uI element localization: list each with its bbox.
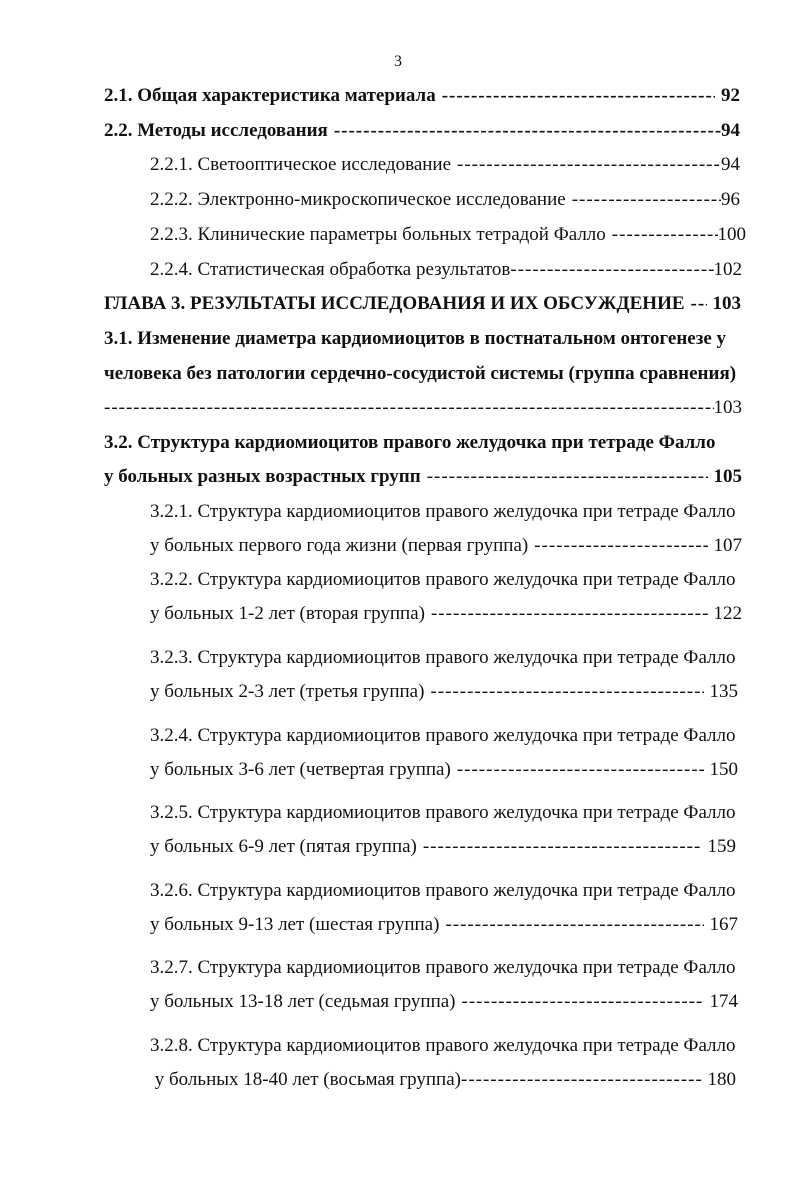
toc-label: у больных 2-3 лет (третья группа) bbox=[150, 681, 425, 702]
toc-entry-3-2-1-line1: 3.2.1. Структура кардиомиоцитов правого желудочка при тетраде Фалло bbox=[150, 501, 736, 522]
toc-entry-3-2-3-line2 bbox=[150, 680, 738, 704]
toc-page-number: 96 bbox=[721, 189, 740, 210]
toc-leader bbox=[457, 153, 721, 177]
toc-label: у больных 6-9 лет (пятая группа) bbox=[150, 836, 417, 857]
toc-entry-3-2-7-line2 bbox=[150, 990, 738, 1014]
toc-leader bbox=[461, 1068, 702, 1092]
toc-leader bbox=[691, 292, 707, 316]
toc-label: у больных 3-6 лет (четвертая группа) bbox=[150, 759, 451, 780]
toc-label: у больных 9-13 лет (шестая группа) bbox=[150, 914, 440, 935]
toc-leader bbox=[510, 258, 713, 282]
toc-page-number: 122 bbox=[713, 603, 742, 624]
toc-leader bbox=[534, 534, 707, 558]
toc-entry-2-2-4 bbox=[150, 258, 742, 282]
toc-leader bbox=[430, 680, 703, 704]
toc-entry-3-1-line2: человека без патологии сердечно-сосудистой системы (группа сравнения) bbox=[104, 363, 737, 384]
toc-leader bbox=[423, 835, 702, 859]
toc-entry-3-2-2-line2 bbox=[150, 602, 742, 626]
toc-leader bbox=[104, 396, 714, 420]
toc-leader bbox=[334, 119, 721, 143]
toc-leader bbox=[612, 223, 718, 247]
toc-leader bbox=[427, 465, 708, 489]
toc-page-number: 102 bbox=[713, 259, 742, 280]
toc-entry-3-2-8-line2 bbox=[150, 1068, 736, 1092]
toc-label: ГЛАВА 3. РЕЗУЛЬТАТЫ ИССЛЕДОВАНИЯ И ИХ ОБСУЖДЕНИЕ bbox=[104, 293, 685, 314]
toc-page-number: 100 bbox=[717, 224, 746, 245]
toc-entry-2-1 bbox=[104, 84, 740, 108]
toc-entry-3-2-3-line1: 3.2.3. Структура кардиомиоцитов правого желудочка при тетраде Фалло bbox=[150, 647, 736, 668]
toc-entry-3-2-6-line2 bbox=[150, 913, 738, 937]
toc-entry-3-2-5-line1: 3.2.5. Структура кардиомиоцитов правого желудочка при тетраде Фалло bbox=[150, 802, 736, 823]
toc-page-number: 135 bbox=[709, 681, 738, 702]
toc-leader bbox=[457, 758, 704, 782]
toc-page-number: 107 bbox=[713, 535, 742, 556]
toc-entry-3-1-line1: 3.1. Изменение диаметра кардиомиоцитов в постнатальном онтогенезе у bbox=[104, 328, 727, 349]
toc-label: 2.2.1. Светооптическое исследование bbox=[150, 154, 452, 175]
toc-label: 2.2.2. Электронно-микроскопическое исследование bbox=[150, 189, 566, 210]
toc-page-number: 159 bbox=[707, 836, 736, 857]
toc-entry-2-2-2 bbox=[150, 188, 740, 212]
toc-leader bbox=[462, 990, 704, 1014]
toc-leader bbox=[442, 84, 715, 108]
toc-entry-3-2-2-line1: 3.2.2. Структура кардиомиоцитов правого желудочка при тетраде Фалло bbox=[150, 569, 736, 590]
toc-entry-3-2-1-line2 bbox=[150, 534, 742, 558]
toc-entry-3-2-7-line1: 3.2.7. Структура кардиомиоцитов правого желудочка при тетраде Фалло bbox=[150, 957, 736, 978]
toc-leader bbox=[572, 188, 721, 212]
toc-entry-chapter-3 bbox=[104, 292, 742, 316]
toc-entry-3-2-8-line1: 3.2.8. Структура кардиомиоцитов правого желудочка при тетраде Фалло bbox=[150, 1035, 736, 1056]
toc-page-number: 94 bbox=[721, 120, 740, 141]
toc-page-number: 174 bbox=[709, 991, 738, 1012]
toc-leader bbox=[431, 602, 708, 626]
toc-page-number: 105 bbox=[713, 466, 742, 487]
page-number: 3 bbox=[394, 53, 402, 70]
toc-entry-2-2-3 bbox=[150, 223, 746, 247]
toc-leader bbox=[445, 913, 703, 937]
toc-page-number: 92 bbox=[721, 85, 740, 106]
toc-label: 2.2. Методы исследования bbox=[104, 120, 328, 141]
toc-entry-2-2-1 bbox=[150, 153, 740, 177]
toc-entry-3-2-4-line1: 3.2.4. Структура кардиомиоцитов правого желудочка при тетраде Фалло bbox=[150, 725, 736, 746]
toc-label: у больных 18-40 лет (восьмая группа) bbox=[150, 1069, 461, 1090]
toc-page-number: 94 bbox=[721, 154, 740, 175]
toc-label: у больных разных возрастных групп bbox=[104, 466, 421, 487]
toc-page-number: 180 bbox=[707, 1069, 736, 1090]
toc-label: у больных первого года жизни (первая группа) bbox=[150, 535, 529, 556]
toc-page-number: 103 bbox=[712, 293, 742, 314]
toc-entry-2-2 bbox=[104, 119, 740, 143]
toc-entry-3-2-line1: 3.2. Структура кардиомиоцитов правого желудочка при тетраде Фалло bbox=[104, 432, 716, 453]
toc-label: 2.2.3. Клинические параметры больных тетрадой Фалло bbox=[150, 224, 606, 245]
toc-label: у больных 13-18 лет (седьмая группа) bbox=[150, 991, 456, 1012]
toc-label: 2.2.4. Статистическая обработка результатов bbox=[150, 259, 511, 280]
toc-entry-3-1-leader-line bbox=[104, 396, 742, 420]
toc-label: 2.1. Общая характеристика материала bbox=[104, 85, 436, 106]
toc-entry-3-2-6-line1: 3.2.6. Структура кардиомиоцитов правого желудочка при тетраде Фалло bbox=[150, 880, 736, 901]
toc-page-number: 103 bbox=[713, 397, 742, 418]
toc-entry-3-2-4-line2 bbox=[150, 758, 738, 782]
toc-entry-3-2-line2 bbox=[104, 465, 742, 489]
toc-entry-3-2-5-line2 bbox=[150, 835, 736, 859]
toc-page-number: 150 bbox=[709, 759, 738, 780]
toc-label: у больных 1-2 лет (вторая группа) bbox=[150, 603, 425, 624]
toc-page-number: 167 bbox=[709, 914, 738, 935]
